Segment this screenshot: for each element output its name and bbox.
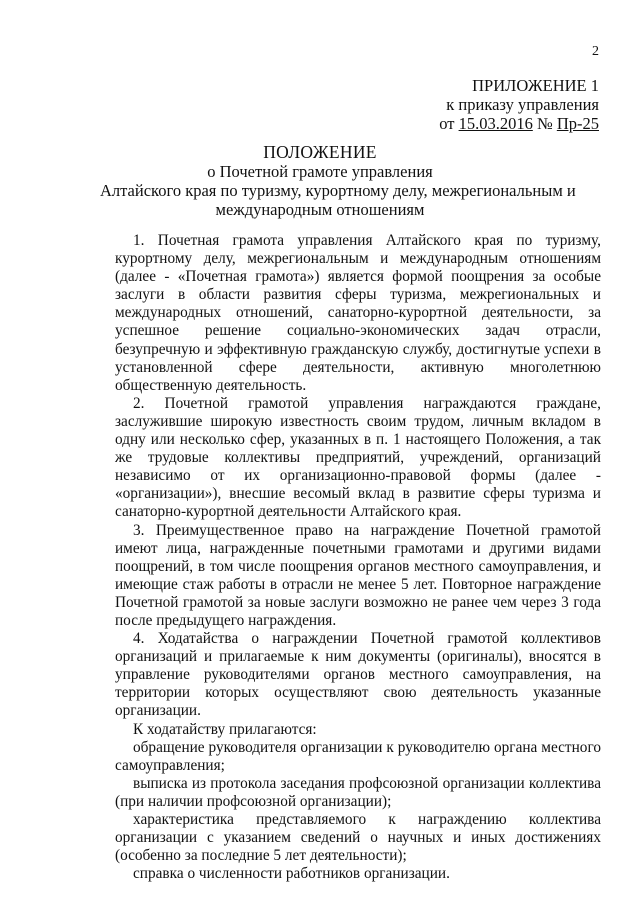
number-sign: № — [532, 114, 557, 133]
attachment-date-number — [299, 114, 599, 133]
title-line-1: о Почетной грамоте управления — [207, 162, 433, 181]
document-body — [115, 232, 601, 883]
paragraph-4: 4. Ходатайства о награждении Почетной грамотой коллективов организаций и прилагаемые к ним документы (оригиналы), вносятся в управление руководителями органов местного самоуправления, на территории которых осуществляют свою деятельность указанные организации. — [115, 630, 601, 720]
page-number: 2 — [592, 44, 599, 59]
from-label: от — [439, 114, 459, 133]
paragraph-2: 2. Почетной грамотой управления награждаются граждане, заслужившие широкую известность своим трудом, личным вкладом в одну или несколько сфер, указанных в п. 1 настоящего Положения, а так же трудовые коллективы предприятий, учреждений, организаций независимо от их организационно-правовой формы (далее - «организации»), внесшие весомый вклад в развитие сферы туризма и санаторно-курортной деятельности Алтайского края. — [115, 394, 601, 521]
title-line-2: Алтайского края по туризму, курортному делу, межрегиональным и — [100, 181, 576, 200]
title-main: ПОЛОЖЕНИЕ — [263, 142, 377, 162]
title-line-3: международным отношениям — [215, 200, 425, 219]
order-number: Пр-25 — [556, 114, 599, 133]
attachment-title: ПРИЛОЖЕНИЕ 1 — [472, 76, 599, 95]
paragraph-3: 3. Преимущественное право на награждение Почетной грамотой имеют лица, награжденные почетными грамотами и другими видами поощрений, в том числе поощрения органов местного самоуправления, и имеющие стаж работы в отрасли не менее 5 лет. Повторное награждение Почетной грамотой за новые заслуги возможно не ранее чем через 3 года после предыдущего награждения. — [115, 521, 601, 629]
paragraph-1: 1. Почетная грамота управления Алтайского края по туризму, курортному делу, межрегиональным и международным отношениям (далее - «Почетная грамота») является формой поощрения за особые заслуги в области развития сферы туризма, межрегиональных и международных отношений, санаторно-курортной деятельности, за успешное решение социально-экономических задач отрасли, безупречную и эффективную гражданскую службу, достигнутые успехи в установленной сфере деятельности, активную многолетнюю общественную деятельность. — [115, 232, 601, 394]
attachment-header — [299, 76, 599, 133]
attachments-intro: К ходатайству прилагаются: — [133, 720, 317, 738]
order-date: 15.03.2016 — [458, 114, 533, 133]
attachment-item-3: характеристика представляемого к награждению коллектива организации с указанием сведений о научных и иных достижениях (особенно за последние 5 лет деятельности); — [115, 811, 601, 865]
document-title — [100, 142, 576, 219]
attachment-order-ref: к приказу управления — [446, 95, 599, 114]
attachment-item-1: обращение руководителя организации к руководителю органа местного самоуправления; — [115, 738, 601, 774]
attachment-item-4: справка о численности работников организации. — [133, 865, 450, 883]
attachment-item-2: выписка из протокола заседания профсоюзной организации коллектива (при наличии профсоюзной организации); — [115, 774, 601, 810]
